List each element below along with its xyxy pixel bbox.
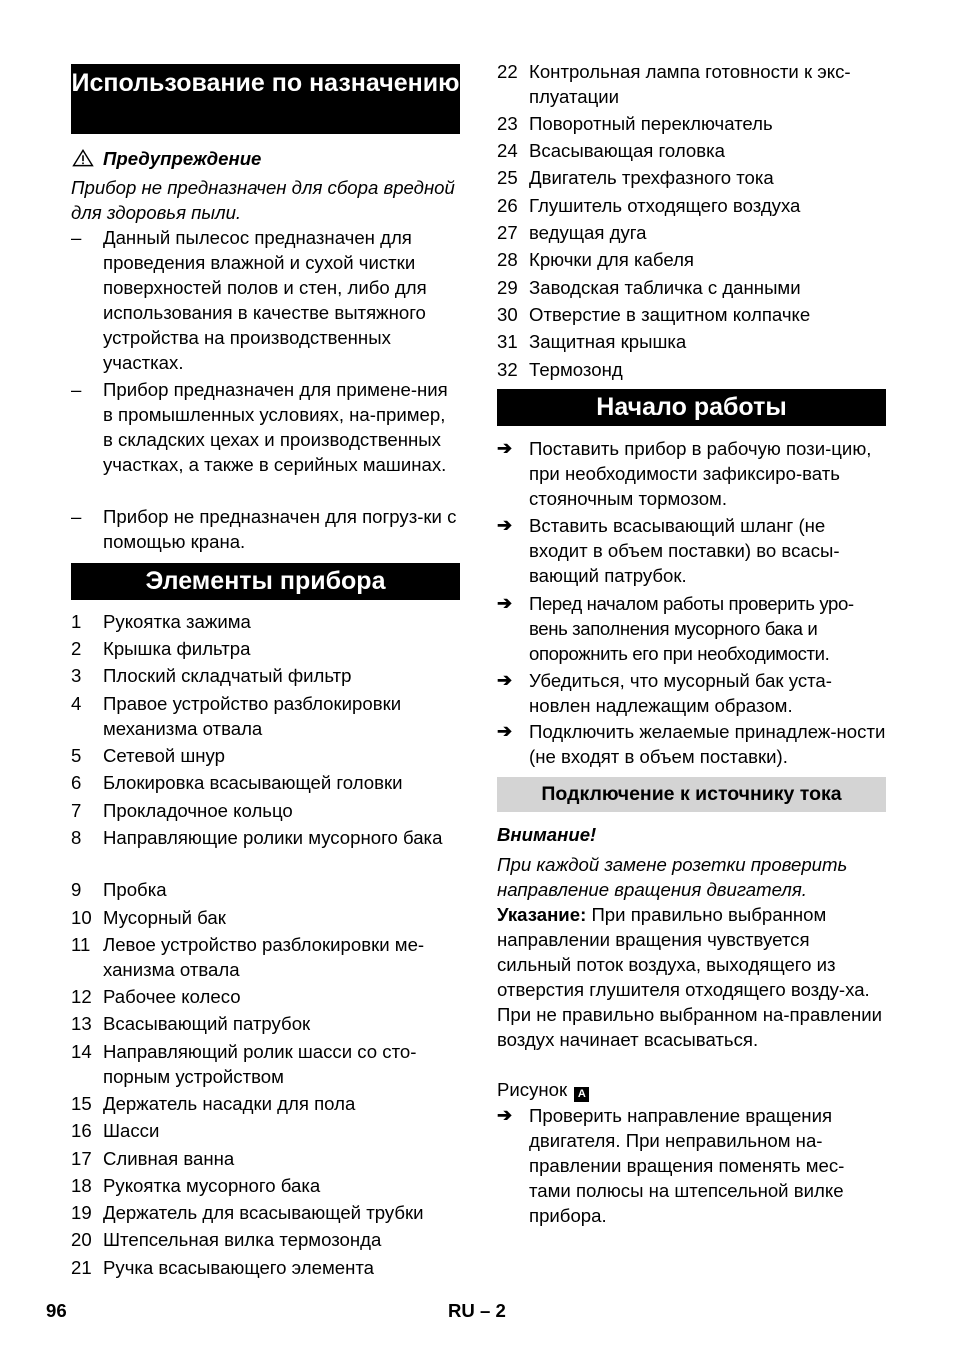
- list-item-text: Данный пылесос предназначен для проведения влажной и сухой чистки поверхностей полов и стен, либо для использования в качестве вытяжного устройства на производственных участках.: [103, 227, 427, 373]
- subsection-heading-power: Подключение к источнику тока: [497, 777, 886, 812]
- item-text: Двигатель трехфазного тока: [529, 167, 774, 188]
- list-item: [71, 1039, 460, 1089]
- dash-marker: –: [71, 379, 82, 400]
- item-text: Крючки для кабеля: [529, 249, 694, 270]
- item-text: Рукоятка зажима: [103, 611, 251, 632]
- item-text: Правое устройство разблокировки механизма отвала: [103, 693, 402, 739]
- item-number: 30: [497, 304, 518, 325]
- item-number: 28: [497, 249, 518, 270]
- arrow-right-icon: ➔: [497, 438, 513, 458]
- item-number: 32: [497, 359, 518, 380]
- list-item: [71, 504, 460, 554]
- list-item-text: Прибор предназначен для примене-ния в промышленных условиях, на-пример, в складских цехах и производственных участках, а также в серийных машинах.: [103, 379, 448, 475]
- item-number: 6: [71, 772, 82, 793]
- item-number: 10: [71, 907, 92, 928]
- list-item: [71, 905, 460, 930]
- item-text: Глушитель отходящего воздуха: [529, 195, 801, 216]
- item-text: Мусорный бак: [103, 907, 226, 928]
- list-item: [497, 357, 886, 382]
- list-item: [497, 329, 886, 354]
- figure-label: Рисунок: [497, 1079, 568, 1100]
- item-number: 15: [71, 1093, 92, 1114]
- step-item: [497, 436, 886, 511]
- item-text: Штепсельная вилка термозонда: [103, 1229, 382, 1250]
- item-number: 25: [497, 167, 518, 188]
- item-number: 11: [71, 934, 91, 955]
- item-text: Направляющие ролики мусорного бака: [103, 827, 443, 848]
- step-text: Проверить направление вращения двигателя. При неправильном на-правлении вращения поменять мес-тами полюсы на штепсельной вилке прибора.: [529, 1105, 845, 1226]
- step-item: [497, 513, 886, 588]
- list-item: [497, 165, 886, 190]
- list-item: [71, 1011, 460, 1036]
- list-item: [497, 302, 886, 327]
- list-item: [71, 691, 460, 741]
- step-text: Подключить желаемые принадлеж-ности (не входят в объем поставки).: [529, 721, 886, 767]
- section-marker: RU – 2: [448, 1300, 506, 1321]
- item-text: Рукоятка мусорного бака: [103, 1175, 321, 1196]
- step-text: Поставить прибор в рабочую пози-цию, при необходимости зафиксиро-вать стояночным тормозом.: [529, 438, 872, 509]
- item-number: 29: [497, 277, 518, 298]
- item-number: 14: [71, 1041, 92, 1062]
- list-item: [71, 1091, 460, 1116]
- item-number: 7: [71, 800, 82, 821]
- warning-text: Прибор не предназначен для сбора вредной для здоровья пыли.: [71, 177, 455, 223]
- arrow-right-icon: ➔: [497, 593, 512, 613]
- dash-marker: –: [71, 227, 82, 248]
- list-item-text: Прибор не предназначен для погруз-ки с помощью крана.: [103, 506, 457, 552]
- item-number: 21: [71, 1257, 92, 1278]
- item-number: 4: [71, 693, 82, 714]
- list-item: [71, 636, 460, 661]
- item-text: Блокировка всасывающей головки: [103, 772, 403, 793]
- list-item: [497, 59, 886, 109]
- warning-title: Предупреждение: [103, 148, 262, 169]
- warning-triangle-icon: [71, 149, 95, 167]
- item-number: 27: [497, 222, 518, 243]
- step-item: [497, 719, 886, 769]
- item-number: 22: [497, 61, 518, 82]
- step-item: [497, 1103, 886, 1228]
- list-item: [71, 1255, 460, 1280]
- item-number: 18: [71, 1175, 92, 1196]
- list-item: [71, 770, 460, 795]
- list-item: [71, 825, 460, 850]
- item-number: 31: [497, 331, 518, 352]
- item-text: Поворотный переключатель: [529, 113, 773, 134]
- item-number: 20: [71, 1229, 92, 1250]
- list-item: [71, 1227, 460, 1252]
- item-text: Заводская табличка с данными: [529, 277, 801, 298]
- list-item: [71, 984, 460, 1009]
- item-text: ведущая дуга: [529, 222, 647, 243]
- list-item: [497, 220, 886, 245]
- item-text: Держатель для всасывающей трубки: [103, 1202, 424, 1223]
- item-number: 16: [71, 1120, 92, 1141]
- attention-text: При каждой замене розетки проверить направление вращения двигателя.: [497, 854, 848, 900]
- list-item: [71, 877, 460, 902]
- note-label: Указание:: [497, 904, 587, 925]
- item-number: 2: [71, 638, 82, 659]
- page-number: 96: [46, 1300, 67, 1321]
- item-text: Направляющий ролик шасси со сто-порным устройством: [103, 1041, 417, 1087]
- section-heading-intended-use: Использование по назначению: [71, 64, 460, 134]
- item-text: Контрольная лампа готовности к экс-плуатации: [529, 61, 851, 107]
- item-text: Сливная ванна: [103, 1148, 235, 1169]
- step-text: Убедиться, что мусорный бак уста-новлен надлежащим образом.: [529, 670, 832, 716]
- item-text: Пробка: [103, 879, 167, 900]
- item-number: 19: [71, 1202, 92, 1223]
- item-text: Рабочее колесо: [103, 986, 241, 1007]
- arrow-right-icon: ➔: [497, 515, 513, 535]
- item-number: 23: [497, 113, 518, 134]
- list-item: [71, 1200, 460, 1225]
- arrow-right-icon: ➔: [497, 1105, 513, 1125]
- list-item: [497, 275, 886, 300]
- note-text: При правильно выбранном направлении вращения чувствуется сильный поток воздуха, выходящего из отверстия глушителя отходящего возду-ха. При не правильно выбранном на-правлении воздух начинает всасываться.: [497, 904, 882, 1050]
- item-text: Крышка фильтра: [103, 638, 251, 659]
- item-number: 17: [71, 1148, 92, 1169]
- section-heading-elements: Элементы прибора: [71, 563, 460, 600]
- list-item: [71, 225, 460, 375]
- item-text: Всасывающая головка: [529, 140, 725, 161]
- dash-marker: –: [71, 506, 82, 527]
- item-text: Прокладочное кольцо: [103, 800, 293, 821]
- step-item: [497, 591, 886, 666]
- item-number: 12: [71, 986, 92, 1007]
- list-item: [497, 193, 886, 218]
- list-item: [71, 1146, 460, 1171]
- list-item: [71, 1118, 460, 1143]
- item-text: Шасси: [103, 1120, 160, 1141]
- item-text: Всасывающий патрубок: [103, 1013, 311, 1034]
- list-item: [71, 798, 460, 823]
- list-item: [71, 932, 460, 982]
- item-text: Держатель насадки для пола: [103, 1093, 356, 1114]
- item-number: 3: [71, 665, 82, 686]
- list-item: [71, 743, 460, 768]
- list-item: [497, 111, 886, 136]
- arrow-right-icon: ➔: [497, 721, 513, 741]
- item-text: Левое устройство разблокировки ме-ханизма отвала: [103, 934, 425, 980]
- figure-reference: [497, 1077, 886, 1102]
- item-text: Защитная крышка: [529, 331, 687, 352]
- item-text: Термозонд: [529, 359, 623, 380]
- item-number: 13: [71, 1013, 92, 1034]
- item-number: 24: [497, 140, 518, 161]
- step-text: Вставить всасывающий шланг (не входит в объем поставки) во всасы-вающий патрубок.: [529, 515, 840, 586]
- item-number: 5: [71, 745, 82, 766]
- figure-a-icon: A: [574, 1087, 589, 1102]
- list-item: [71, 377, 460, 477]
- item-text: Ручка всасывающего элемента: [103, 1257, 374, 1278]
- list-item: [71, 609, 460, 634]
- item-number: 26: [497, 195, 518, 216]
- list-item: [497, 247, 886, 272]
- warning-heading: [71, 146, 460, 171]
- arrow-right-icon: ➔: [497, 670, 513, 690]
- list-item: [71, 1173, 460, 1198]
- attention-title: Внимание!: [497, 824, 597, 845]
- item-text: Сетевой шнур: [103, 745, 225, 766]
- item-number: 1: [71, 611, 82, 632]
- section-heading-start: Начало работы: [497, 389, 886, 426]
- note-paragraph: [497, 902, 886, 1052]
- list-item: [497, 138, 886, 163]
- item-text: Плоский складчатый фильтр: [103, 665, 352, 686]
- item-text: Отверстие в защитном колпачке: [529, 304, 811, 325]
- step-item: [497, 668, 886, 718]
- list-item: [71, 663, 460, 688]
- item-number: 9: [71, 879, 82, 900]
- item-number: 8: [71, 827, 82, 848]
- step-text: Перед началом работы проверить уро-вень заполнения мусорного бака и опорожнить его при необходимости.: [529, 593, 854, 664]
